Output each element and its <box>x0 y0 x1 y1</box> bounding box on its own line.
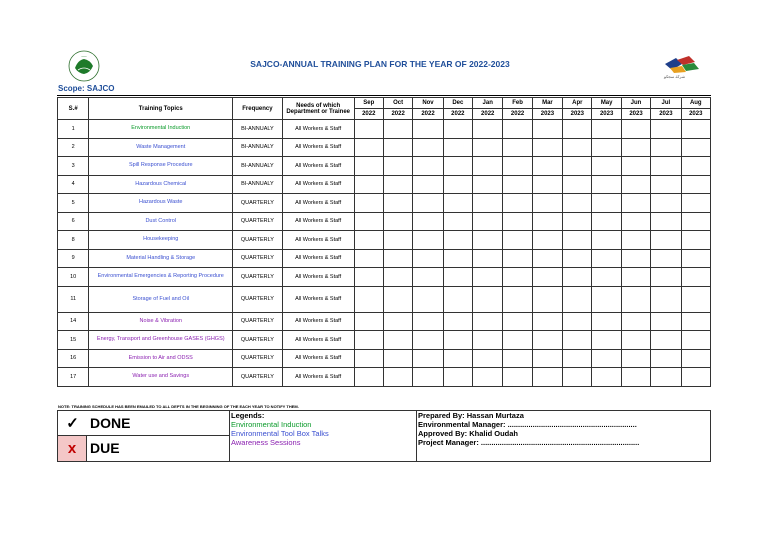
table-row <box>58 312 711 331</box>
topic-cell: Spill Response Procedure <box>89 157 233 176</box>
note-text: NOTE: TRAINING SCHEDULE HAS BEEN EMAILED TO ALL DEPTS IN THE BEGINNING OF THE EACH YEAR TO NOTIFY THEM. <box>58 404 299 409</box>
month-cell[interactable] <box>443 312 472 331</box>
month-cell[interactable] <box>592 286 621 312</box>
month-cell[interactable] <box>383 349 412 368</box>
month-cell[interactable] <box>503 331 532 350</box>
month-cell[interactable] <box>532 231 562 250</box>
table-row <box>58 194 711 213</box>
table-row <box>58 157 711 176</box>
sno-cell: 17 <box>58 368 89 387</box>
month-cell[interactable] <box>354 157 383 176</box>
table-row <box>58 249 711 268</box>
month-cell[interactable] <box>563 194 592 213</box>
topic-cell: Storage of Fuel and Oil <box>89 286 233 312</box>
month-cell[interactable] <box>651 286 681 312</box>
col-header-frequency: Frequency <box>233 98 283 120</box>
needs-cell: All Workers & Staff <box>282 138 354 157</box>
month-cell[interactable] <box>383 249 412 268</box>
month-cell[interactable] <box>473 120 503 139</box>
month-cell[interactable] <box>532 286 562 312</box>
month-cell[interactable] <box>651 312 681 331</box>
month-cell[interactable] <box>532 175 562 194</box>
month-header: Dec <box>443 98 472 109</box>
needs-cell: All Workers & Staff <box>282 331 354 350</box>
month-cell[interactable] <box>503 120 532 139</box>
month-cell[interactable] <box>413 231 443 250</box>
month-cell[interactable] <box>681 175 710 194</box>
topic-cell: Emission to Air and ODSS <box>89 349 233 368</box>
col-header-topics: Training Topics <box>89 98 233 120</box>
month-cell[interactable] <box>651 349 681 368</box>
table-row <box>58 175 711 194</box>
frequency-cell: QUARTERLY <box>233 331 283 350</box>
month-cell[interactable] <box>563 312 592 331</box>
month-cell[interactable] <box>413 194 443 213</box>
table-row <box>58 212 711 231</box>
month-cell[interactable] <box>473 286 503 312</box>
month-cell[interactable] <box>473 249 503 268</box>
month-cell[interactable] <box>681 120 710 139</box>
month-cell[interactable] <box>473 312 503 331</box>
legend-item: Environmental Induction <box>231 420 312 429</box>
month-cell[interactable] <box>383 331 412 350</box>
month-cell[interactable] <box>443 120 472 139</box>
month-header: Nov <box>413 98 443 109</box>
year-header: 2022 <box>413 109 443 120</box>
sno-cell: 4 <box>58 175 89 194</box>
needs-cell: All Workers & Staff <box>282 194 354 213</box>
month-header: May <box>592 98 621 109</box>
due-label: DUE <box>90 440 120 456</box>
month-cell[interactable] <box>503 312 532 331</box>
month-cell[interactable] <box>651 331 681 350</box>
month-cell[interactable] <box>443 175 472 194</box>
month-cell[interactable] <box>563 286 592 312</box>
month-cell[interactable] <box>354 120 383 139</box>
month-cell[interactable] <box>532 268 562 287</box>
month-cell[interactable] <box>681 349 710 368</box>
month-cell[interactable] <box>532 138 562 157</box>
month-cell[interactable] <box>532 120 562 139</box>
month-cell[interactable] <box>354 249 383 268</box>
month-cell[interactable] <box>503 194 532 213</box>
month-cell[interactable] <box>621 138 650 157</box>
month-cell[interactable] <box>443 212 472 231</box>
sno-cell: 5 <box>58 194 89 213</box>
needs-cell: All Workers & Staff <box>282 349 354 368</box>
month-cell[interactable] <box>473 138 503 157</box>
sno-cell: 11 <box>58 286 89 312</box>
month-cell[interactable] <box>563 231 592 250</box>
sno-cell: 1 <box>58 120 89 139</box>
month-cell[interactable] <box>443 286 472 312</box>
month-cell[interactable] <box>651 120 681 139</box>
month-cell[interactable] <box>592 138 621 157</box>
month-cell[interactable] <box>651 231 681 250</box>
prepared-by: Prepared By: Hassan Murtaza <box>418 411 524 420</box>
month-cell[interactable] <box>503 157 532 176</box>
month-cell[interactable] <box>592 120 621 139</box>
needs-cell: All Workers & Staff <box>282 157 354 176</box>
table-row <box>58 368 711 387</box>
frequency-cell: BI-ANNUALY <box>233 138 283 157</box>
month-cell[interactable] <box>383 286 412 312</box>
month-cell[interactable] <box>592 249 621 268</box>
month-cell[interactable] <box>503 349 532 368</box>
frequency-cell: QUARTERLY <box>233 368 283 387</box>
month-cell[interactable] <box>383 138 412 157</box>
month-cell[interactable] <box>473 157 503 176</box>
status-due <box>58 436 230 461</box>
month-cell[interactable] <box>383 368 412 387</box>
month-cell[interactable] <box>681 312 710 331</box>
month-cell[interactable] <box>651 138 681 157</box>
month-cell[interactable] <box>621 368 650 387</box>
topic-cell: Hazardous Chemical <box>89 175 233 194</box>
needs-cell: All Workers & Staff <box>282 312 354 331</box>
month-cell[interactable] <box>563 268 592 287</box>
month-cell[interactable] <box>681 194 710 213</box>
month-cell[interactable] <box>413 286 443 312</box>
month-cell[interactable] <box>532 312 562 331</box>
page-title: SAJCO-ANNUAL TRAINING PLAN FOR THE YEAR OF 2022-2023 <box>250 59 510 69</box>
col-header-sno: S.# <box>58 98 89 120</box>
month-cell[interactable] <box>563 212 592 231</box>
year-header: 2022 <box>503 109 532 120</box>
month-cell[interactable] <box>413 268 443 287</box>
month-cell[interactable] <box>443 194 472 213</box>
month-cell[interactable] <box>532 331 562 350</box>
month-cell[interactable] <box>354 194 383 213</box>
month-cell[interactable] <box>532 212 562 231</box>
month-cell[interactable] <box>651 212 681 231</box>
table-row <box>58 349 711 368</box>
sno-cell: 6 <box>58 212 89 231</box>
project-manager: Project Manager: ............................................................................ <box>418 438 640 447</box>
month-cell[interactable] <box>354 138 383 157</box>
month-cell[interactable] <box>503 212 532 231</box>
year-header: 2023 <box>651 109 681 120</box>
month-cell[interactable] <box>621 231 650 250</box>
needs-cell: All Workers & Staff <box>282 268 354 287</box>
month-cell[interactable] <box>592 312 621 331</box>
month-header: Aug <box>681 98 710 109</box>
sno-cell: 16 <box>58 349 89 368</box>
month-cell[interactable] <box>354 268 383 287</box>
month-cell[interactable] <box>443 349 472 368</box>
frequency-cell: BI-ANNUALY <box>233 175 283 194</box>
month-cell[interactable] <box>651 194 681 213</box>
month-cell[interactable] <box>651 175 681 194</box>
year-header: 2023 <box>621 109 650 120</box>
month-cell[interactable] <box>532 249 562 268</box>
month-cell[interactable] <box>621 286 650 312</box>
month-cell[interactable] <box>592 368 621 387</box>
month-cell[interactable] <box>503 138 532 157</box>
month-cell[interactable] <box>621 212 650 231</box>
sno-cell: 10 <box>58 268 89 287</box>
topic-cell: Energy, Transport and Greenhouse GASES (GHGS) <box>89 331 233 350</box>
month-header: Apr <box>563 98 592 109</box>
month-cell[interactable] <box>354 368 383 387</box>
frequency-cell: QUARTERLY <box>233 286 283 312</box>
sno-cell: 9 <box>58 249 89 268</box>
month-cell[interactable] <box>563 175 592 194</box>
year-header: 2022 <box>354 109 383 120</box>
month-cell[interactable] <box>443 368 472 387</box>
table-row <box>58 138 711 157</box>
month-cell[interactable] <box>503 249 532 268</box>
month-cell[interactable] <box>532 349 562 368</box>
month-cell[interactable] <box>503 231 532 250</box>
needs-cell: All Workers & Staff <box>282 368 354 387</box>
legend-heading: Legends: <box>231 411 265 420</box>
month-cell[interactable] <box>354 231 383 250</box>
month-cell[interactable] <box>621 194 650 213</box>
partner-logo-caption: شركة سجكو <box>664 74 685 79</box>
month-cell[interactable] <box>621 268 650 287</box>
month-cell[interactable] <box>681 231 710 250</box>
month-cell[interactable] <box>473 368 503 387</box>
month-cell[interactable] <box>503 268 532 287</box>
month-cell[interactable] <box>532 157 562 176</box>
month-cell[interactable] <box>681 212 710 231</box>
month-cell[interactable] <box>681 249 710 268</box>
company-logo-emblem <box>68 50 100 82</box>
month-cell[interactable] <box>681 268 710 287</box>
month-cell[interactable] <box>383 175 412 194</box>
scope-label: Scope: SAJCO <box>58 84 115 93</box>
topic-cell: Environmental Induction <box>89 120 233 139</box>
month-cell[interactable] <box>532 368 562 387</box>
month-cell[interactable] <box>621 175 650 194</box>
month-cell[interactable] <box>592 194 621 213</box>
month-cell[interactable] <box>473 268 503 287</box>
month-cell[interactable] <box>563 331 592 350</box>
year-header: 2022 <box>383 109 412 120</box>
table-row <box>58 231 711 250</box>
training-plan-table <box>57 97 711 387</box>
month-cell[interactable] <box>563 249 592 268</box>
month-cell[interactable] <box>681 138 710 157</box>
month-cell[interactable] <box>563 349 592 368</box>
topic-cell: Water use and Savings <box>89 368 233 387</box>
table-row <box>58 120 711 139</box>
check-icon: ✓ <box>66 415 79 432</box>
month-cell[interactable] <box>473 194 503 213</box>
month-cell[interactable] <box>443 249 472 268</box>
month-cell[interactable] <box>383 231 412 250</box>
month-cell[interactable] <box>532 194 562 213</box>
month-cell[interactable] <box>383 157 412 176</box>
needs-cell: All Workers & Staff <box>282 249 354 268</box>
month-cell[interactable] <box>651 157 681 176</box>
month-cell[interactable] <box>592 349 621 368</box>
month-cell[interactable] <box>651 249 681 268</box>
sno-cell: 8 <box>58 231 89 250</box>
month-cell[interactable] <box>621 120 650 139</box>
month-cell[interactable] <box>651 368 681 387</box>
month-cell[interactable] <box>563 157 592 176</box>
month-cell[interactable] <box>354 331 383 350</box>
month-cell[interactable] <box>681 331 710 350</box>
divider <box>57 95 711 96</box>
month-cell[interactable] <box>681 157 710 176</box>
frequency-cell: QUARTERLY <box>233 194 283 213</box>
sno-cell: 3 <box>58 157 89 176</box>
month-cell[interactable] <box>413 175 443 194</box>
month-cell[interactable] <box>503 368 532 387</box>
needs-cell: All Workers & Staff <box>282 175 354 194</box>
month-cell[interactable] <box>681 368 710 387</box>
topic-cell: Noise & Vibration <box>89 312 233 331</box>
month-cell[interactable] <box>503 175 532 194</box>
month-cell[interactable] <box>592 175 621 194</box>
cross-icon: x <box>58 436 87 461</box>
environmental-manager: Environmental Manager: .............................................................. <box>418 420 637 429</box>
month-cell[interactable] <box>473 231 503 250</box>
month-cell[interactable] <box>354 286 383 312</box>
sno-cell: 14 <box>58 312 89 331</box>
month-cell[interactable] <box>621 349 650 368</box>
month-cell[interactable] <box>413 331 443 350</box>
frequency-cell: BI-ANNUALY <box>233 157 283 176</box>
frequency-cell: QUARTERLY <box>233 212 283 231</box>
needs-cell: All Workers & Staff <box>282 286 354 312</box>
svg-text:ــــــ: ــــــ <box>81 54 87 58</box>
frequency-cell: BI-ANNUALY <box>233 120 283 139</box>
year-header: 2022 <box>443 109 472 120</box>
month-cell[interactable] <box>592 212 621 231</box>
signature-block <box>418 411 639 447</box>
month-cell[interactable] <box>651 268 681 287</box>
needs-cell: All Workers & Staff <box>282 212 354 231</box>
frequency-cell: QUARTERLY <box>233 349 283 368</box>
month-cell[interactable] <box>443 157 472 176</box>
approved-by: Approved By: Khalid Oudah <box>418 429 519 438</box>
footer-panel <box>57 410 711 462</box>
month-cell[interactable] <box>413 120 443 139</box>
year-header: 2023 <box>563 109 592 120</box>
year-header: 2023 <box>532 109 562 120</box>
month-cell[interactable] <box>563 368 592 387</box>
topic-cell: Hazardous Waste <box>89 194 233 213</box>
sno-cell: 15 <box>58 331 89 350</box>
month-cell[interactable] <box>413 249 443 268</box>
month-cell[interactable] <box>621 312 650 331</box>
table-row <box>58 286 711 312</box>
table-row <box>58 268 711 287</box>
month-cell[interactable] <box>563 120 592 139</box>
table-row <box>58 331 711 350</box>
month-cell[interactable] <box>413 349 443 368</box>
month-cell[interactable] <box>443 331 472 350</box>
month-cell[interactable] <box>621 157 650 176</box>
month-header: Feb <box>503 98 532 109</box>
done-label: DONE <box>90 415 131 431</box>
month-cell[interactable] <box>383 212 412 231</box>
month-cell[interactable] <box>413 312 443 331</box>
month-header: Jan <box>473 98 503 109</box>
month-cell[interactable] <box>473 175 503 194</box>
legend-item: Awareness Sessions <box>231 438 301 447</box>
month-cell[interactable] <box>383 312 412 331</box>
month-header: Mar <box>532 98 562 109</box>
topic-cell: Waste Management <box>89 138 233 157</box>
topic-cell: Housekeeping <box>89 231 233 250</box>
sno-cell: 2 <box>58 138 89 157</box>
month-cell[interactable] <box>592 231 621 250</box>
month-header: Jul <box>651 98 681 109</box>
month-cell[interactable] <box>413 212 443 231</box>
month-cell[interactable] <box>563 138 592 157</box>
month-cell[interactable] <box>592 268 621 287</box>
topic-cell: Dust Control <box>89 212 233 231</box>
month-cell[interactable] <box>413 368 443 387</box>
year-header: 2022 <box>473 109 503 120</box>
month-cell[interactable] <box>383 120 412 139</box>
month-cell[interactable] <box>681 286 710 312</box>
month-cell[interactable] <box>621 331 650 350</box>
color-legend <box>231 411 417 461</box>
month-cell[interactable] <box>621 249 650 268</box>
month-cell[interactable] <box>354 349 383 368</box>
needs-cell: All Workers & Staff <box>282 120 354 139</box>
month-cell[interactable] <box>443 268 472 287</box>
month-header: Jun <box>621 98 650 109</box>
year-header: 2023 <box>681 109 710 120</box>
year-header: 2023 <box>592 109 621 120</box>
month-cell[interactable] <box>383 194 412 213</box>
month-cell[interactable] <box>354 212 383 231</box>
month-cell[interactable] <box>503 286 532 312</box>
col-header-needs: Needs of which Department or Trainee <box>282 98 354 120</box>
month-cell[interactable] <box>383 268 412 287</box>
month-cell[interactable] <box>443 231 472 250</box>
month-cell[interactable] <box>473 331 503 350</box>
status-done <box>58 411 230 436</box>
month-header: Sep <box>354 98 383 109</box>
month-cell[interactable] <box>354 175 383 194</box>
month-cell[interactable] <box>473 349 503 368</box>
frequency-cell: QUARTERLY <box>233 268 283 287</box>
training-rows <box>58 120 711 387</box>
frequency-cell: QUARTERLY <box>233 249 283 268</box>
topic-cell: Material Handling & Storage <box>89 249 233 268</box>
month-cell[interactable] <box>443 138 472 157</box>
month-cell[interactable] <box>354 312 383 331</box>
needs-cell: All Workers & Staff <box>282 231 354 250</box>
month-cell[interactable] <box>592 157 621 176</box>
legend-item: Environmental Tool Box Talks <box>231 429 329 438</box>
month-cell[interactable] <box>473 212 503 231</box>
month-cell[interactable] <box>413 157 443 176</box>
month-cell[interactable] <box>413 138 443 157</box>
frequency-cell: QUARTERLY <box>233 231 283 250</box>
month-cell[interactable] <box>592 331 621 350</box>
month-header: Oct <box>383 98 412 109</box>
topic-cell: Environmental Emergencies & Reporting Procedure <box>89 268 233 287</box>
frequency-cell: QUARTERLY <box>233 312 283 331</box>
